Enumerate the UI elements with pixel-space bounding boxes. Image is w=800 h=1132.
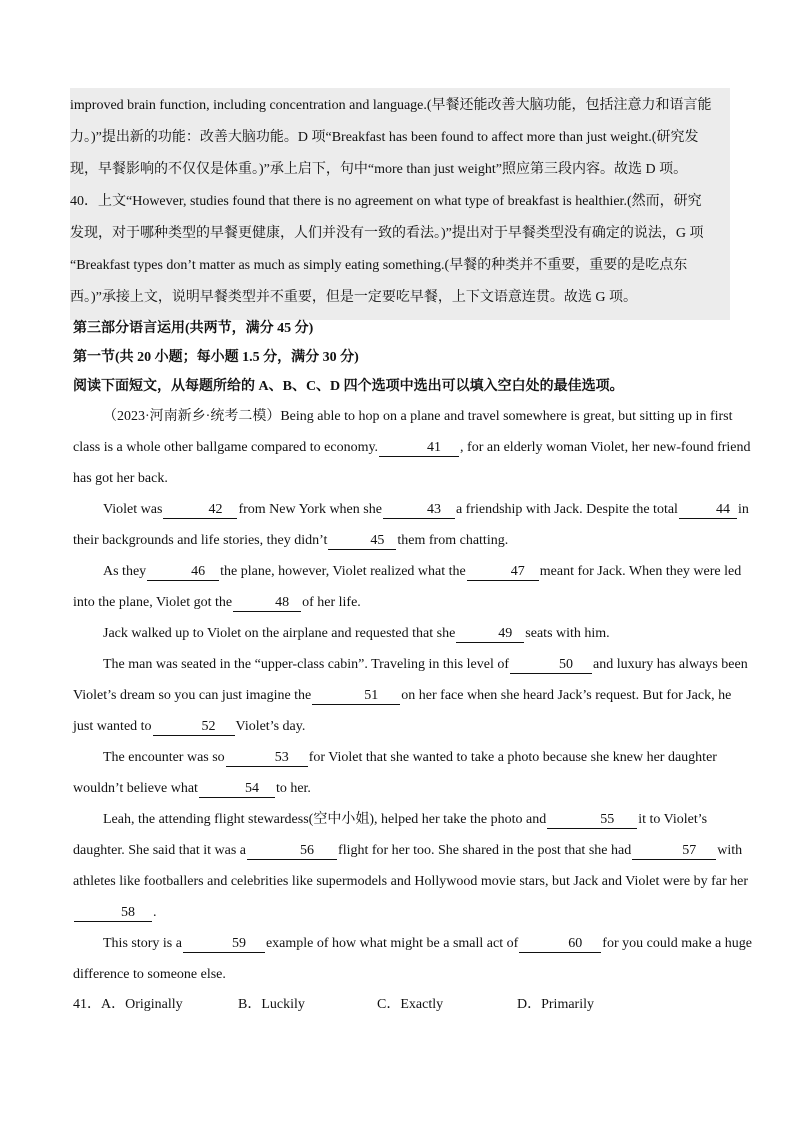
paragraph-7: Leah, the attending flight stewardess(空中小姐), helped her take the photo and 55 it to Violet’s daughter. She said that it was a 56 flight for her too. She shared in the post that she had 57 with athletes like footballers and celebrities like supermodels and Hollywood movie stars, but Jack and Violet were by far her58 . [73,812,748,920]
paragraph-3: As they 46 the plane, however, Violet realized what the 47 meant for Jack. When they were led into the plane, Violet got the 48 of her life. [73,564,742,610]
explanation-line: 力。)”提出新的功能：改善大脑功能。D 项“Breakfast has been found to affect more than just weight.(研究发 [70,130,699,145]
option-c[interactable]: C．Exactly [377,997,444,1012]
paragraph-8: This story is a 59 example of how what might be a small act of 60 for you could make a huge difference to someone else. [73,936,752,982]
section-headings [73,314,753,401]
blank-43[interactable]: 43 [383,502,455,519]
explanation-line: “Breakfast types don’t matter as much as simply eating something.(早餐的种类并不重要，重要的是吃点东 [70,258,688,273]
blank-56[interactable]: 56 [247,843,337,860]
blank-58[interactable]: 58 [74,905,152,922]
blank-49[interactable]: 49 [456,626,524,643]
section-heading: 第一节(共 20 小题；每小题 1.5 分，满分 30 分) [73,350,359,365]
option-d[interactable]: D．Primarily [517,997,594,1012]
explanation-line: 40．上文“However, studies found that there is no agreement on what type of breakfast is healthier.(然而，研究 [70,194,702,209]
blank-48[interactable]: 48 [233,595,301,612]
blank-60[interactable]: 60 [519,936,601,953]
option-a[interactable]: A．Originally [101,997,183,1012]
blank-55[interactable]: 55 [547,812,637,829]
blank-42[interactable]: 42 [163,502,237,519]
question-41-options [73,992,753,1018]
blank-41[interactable]: 41 [379,440,459,457]
paragraph-1: （2023·河南新乡·统考二模）Being able to hop on a plane and travel somewhere is great, but sitting up in first class is a whole other ballgame compared to economy. 41 , for an elderly woman Violet, her new-found friend has got her back. [73,409,751,486]
paragraph-6: The encounter was so 53 for Violet that she wanted to take a photo because she knew her daughter wouldn’t believe what 54 to her. [73,750,717,796]
explanation-line: 西。)”承接上文，说明早餐类型并不重要，但是一定要吃早餐，上下文语意连贯。故选 G 项。 [70,290,637,305]
explanation-line: 现，早餐影响的不仅仅是体重。)”承上启下，句中“more than just weight”照应第三段内容。故选 D 项。 [70,162,688,177]
blank-51[interactable]: 51 [312,688,400,705]
blank-46[interactable]: 46 [147,564,219,581]
blank-47[interactable]: 47 [467,564,539,581]
answer-explanation-box [70,88,730,320]
blank-59[interactable]: 59 [183,936,265,953]
paragraph-4: Jack walked up to Violet on the airplane and requested that she 49 seats with him. [103,626,610,641]
instruction-heading: 阅读下面短文，从每题所给的 A、B、C、D 四个选项中选出可以填入空白处的最佳选项。 [73,379,624,394]
blank-50[interactable]: 50 [510,657,592,674]
blank-44[interactable]: 44 [679,502,737,519]
paragraph-2: Violet was 42 from New York when she 43 a friendship with Jack. Despite the total 44 in their backgrounds and life stories, they didn’t 45 them from chatting. [73,502,749,548]
blank-52[interactable]: 52 [153,719,235,736]
question-number: 41． [73,997,101,1012]
blank-54[interactable]: 54 [199,781,275,798]
blank-57[interactable]: 57 [632,843,716,860]
option-b[interactable]: B．Luckily [238,997,305,1012]
paragraph-5: The man was seated in the “upper-class cabin”. Traveling in this level of 50 and luxury has always been Violet’s dream so you can just imagine the 51 on her face when she heard Jack’s request. But for Jack, he just wanted to 52 Violet’s day. [73,657,748,734]
explanation-line: improved brain function, including concentration and language.(早餐还能改善大脑功能，包括注意力和语言能 [70,98,712,113]
part-heading: 第三部分语言运用(共两节，满分 45 分) [73,321,314,336]
blank-45[interactable]: 45 [328,533,396,550]
cloze-passage [73,401,753,990]
explanation-line: 发现，对于哪种类型的早餐更健康，人们并没有一致的看法。)”提出对于早餐类型没有确定的说法，G 项 [70,226,704,241]
blank-53[interactable]: 53 [226,750,308,767]
